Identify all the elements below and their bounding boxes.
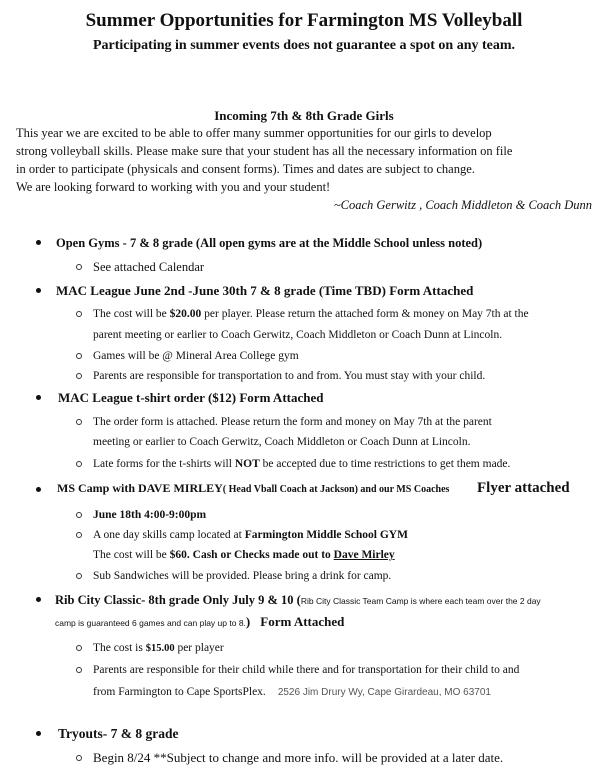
bullet-icon xyxy=(36,487,41,492)
intro-line: We are looking forward to working with you and your student! xyxy=(16,180,331,194)
item-detail: Parents are responsible for their child while there and for transportation for their child to and xyxy=(93,664,520,676)
item-detail: The order form is attached. Please return the form and money on May 7th at the parent xyxy=(93,416,492,428)
item-detail: The cost will be $20.00 per player. Please return the attached form & money on May 7th at the xyxy=(93,308,529,320)
item-detail: Late forms for the t-shirts will NOT be accepted due to time restrictions to get them made. xyxy=(93,458,511,470)
page-title: Summer Opportunities for Farmington MS Volleyball xyxy=(85,10,523,31)
signature: ~Coach Gerwitz , Coach Middleton & Coach Dunn xyxy=(333,198,592,212)
item-detail: Games will be @ Mineral Area College gym xyxy=(93,350,299,362)
item-detail: See attached Calendar xyxy=(93,260,205,274)
page-subtitle: Participating in summer events does not guarantee a spot on any team. xyxy=(92,38,516,53)
circle-bullet-icon xyxy=(76,419,82,425)
circle-bullet-icon xyxy=(76,264,82,270)
circle-bullet-icon xyxy=(76,512,82,518)
item-detail: meeting or earlier to Coach Gerwitz, Coach Middleton or Coach Dunn at Lincoln. xyxy=(93,436,471,448)
intro-line: strong volleyball skills. Please make sure that your student has all the necessary information on file xyxy=(16,144,513,158)
intro-line: This year we are excited to be able to offer many summer opportunities for our girls to develop xyxy=(16,126,492,140)
item-title: MAC League June 2nd -June 30th 7 & 8 grade (Time TBD) Form Attached xyxy=(56,283,474,298)
item-title: Rib City Classic- 8th grade Only July 9 & 10 (Rib City Classic Team Camp is where each team over the 2 day xyxy=(55,593,541,607)
item-detail: from Farmington to Cape SportsPlex. 2526 Jim Drury Wy, Cape Girardeau, MO 63701 xyxy=(93,686,491,698)
intro-line: in order to participate (physicals and consent forms). Times and dates are subject to change. xyxy=(16,162,475,176)
circle-bullet-icon xyxy=(76,353,82,359)
bullet-icon xyxy=(36,395,41,400)
item-detail: The cost will be $60. Cash or Checks made out to Dave Mirley xyxy=(93,549,395,561)
address: 2526 Jim Drury Wy, Cape Girardeau, MO 63701 xyxy=(277,687,491,698)
intro-heading: Incoming 7th & 8th Grade Girls xyxy=(214,108,394,123)
circle-bullet-icon xyxy=(76,755,82,761)
item-title: Tryouts- 7 & 8 grade xyxy=(58,726,179,741)
circle-bullet-icon xyxy=(76,461,82,467)
bullet-icon xyxy=(36,288,41,293)
item-title-cont: camp is guaranteed 6 games and can play up to 8.) Form Attached xyxy=(55,614,345,629)
circle-bullet-icon xyxy=(76,573,82,579)
item-detail: The cost is $15.00 per player xyxy=(93,642,224,654)
bullet-icon xyxy=(36,597,41,602)
item-title: Open Gyms - 7 & 8 grade (All open gyms are at the Middle School unless noted) xyxy=(56,236,483,250)
circle-bullet-icon xyxy=(76,667,82,673)
item-detail: Sub Sandwiches will be provided. Please bring a drink for camp. xyxy=(93,570,392,582)
item-detail: Begin 8/24 **Subject to change and more info. will be provided at a later date. xyxy=(93,750,504,765)
bullet-icon xyxy=(36,731,41,736)
circle-bullet-icon xyxy=(76,532,82,538)
item-detail: parent meeting or earlier to Coach Gerwitz, Coach Middleton or Coach Dunn at Lincoln. xyxy=(93,329,503,341)
item-detail: Parents are responsible for transportation to and from. You must stay with your child. xyxy=(93,370,486,382)
circle-bullet-icon xyxy=(76,311,82,317)
item-detail: A one day skills camp located at Farmington Middle School GYM xyxy=(93,529,408,541)
item-title: MAC League t-shirt order ($12) Form Attached xyxy=(58,390,324,405)
circle-bullet-icon xyxy=(76,373,82,379)
circle-bullet-icon xyxy=(76,645,82,651)
item-detail: June 18th 4:00-9:00pm xyxy=(93,509,207,521)
item-title: MS Camp with DAVE MIRLEY( Head Vball Coach at Jackson) and our MS Coaches xyxy=(57,481,450,495)
flyer-attached-label: Flyer attached xyxy=(477,480,570,496)
bullet-icon xyxy=(36,240,41,245)
